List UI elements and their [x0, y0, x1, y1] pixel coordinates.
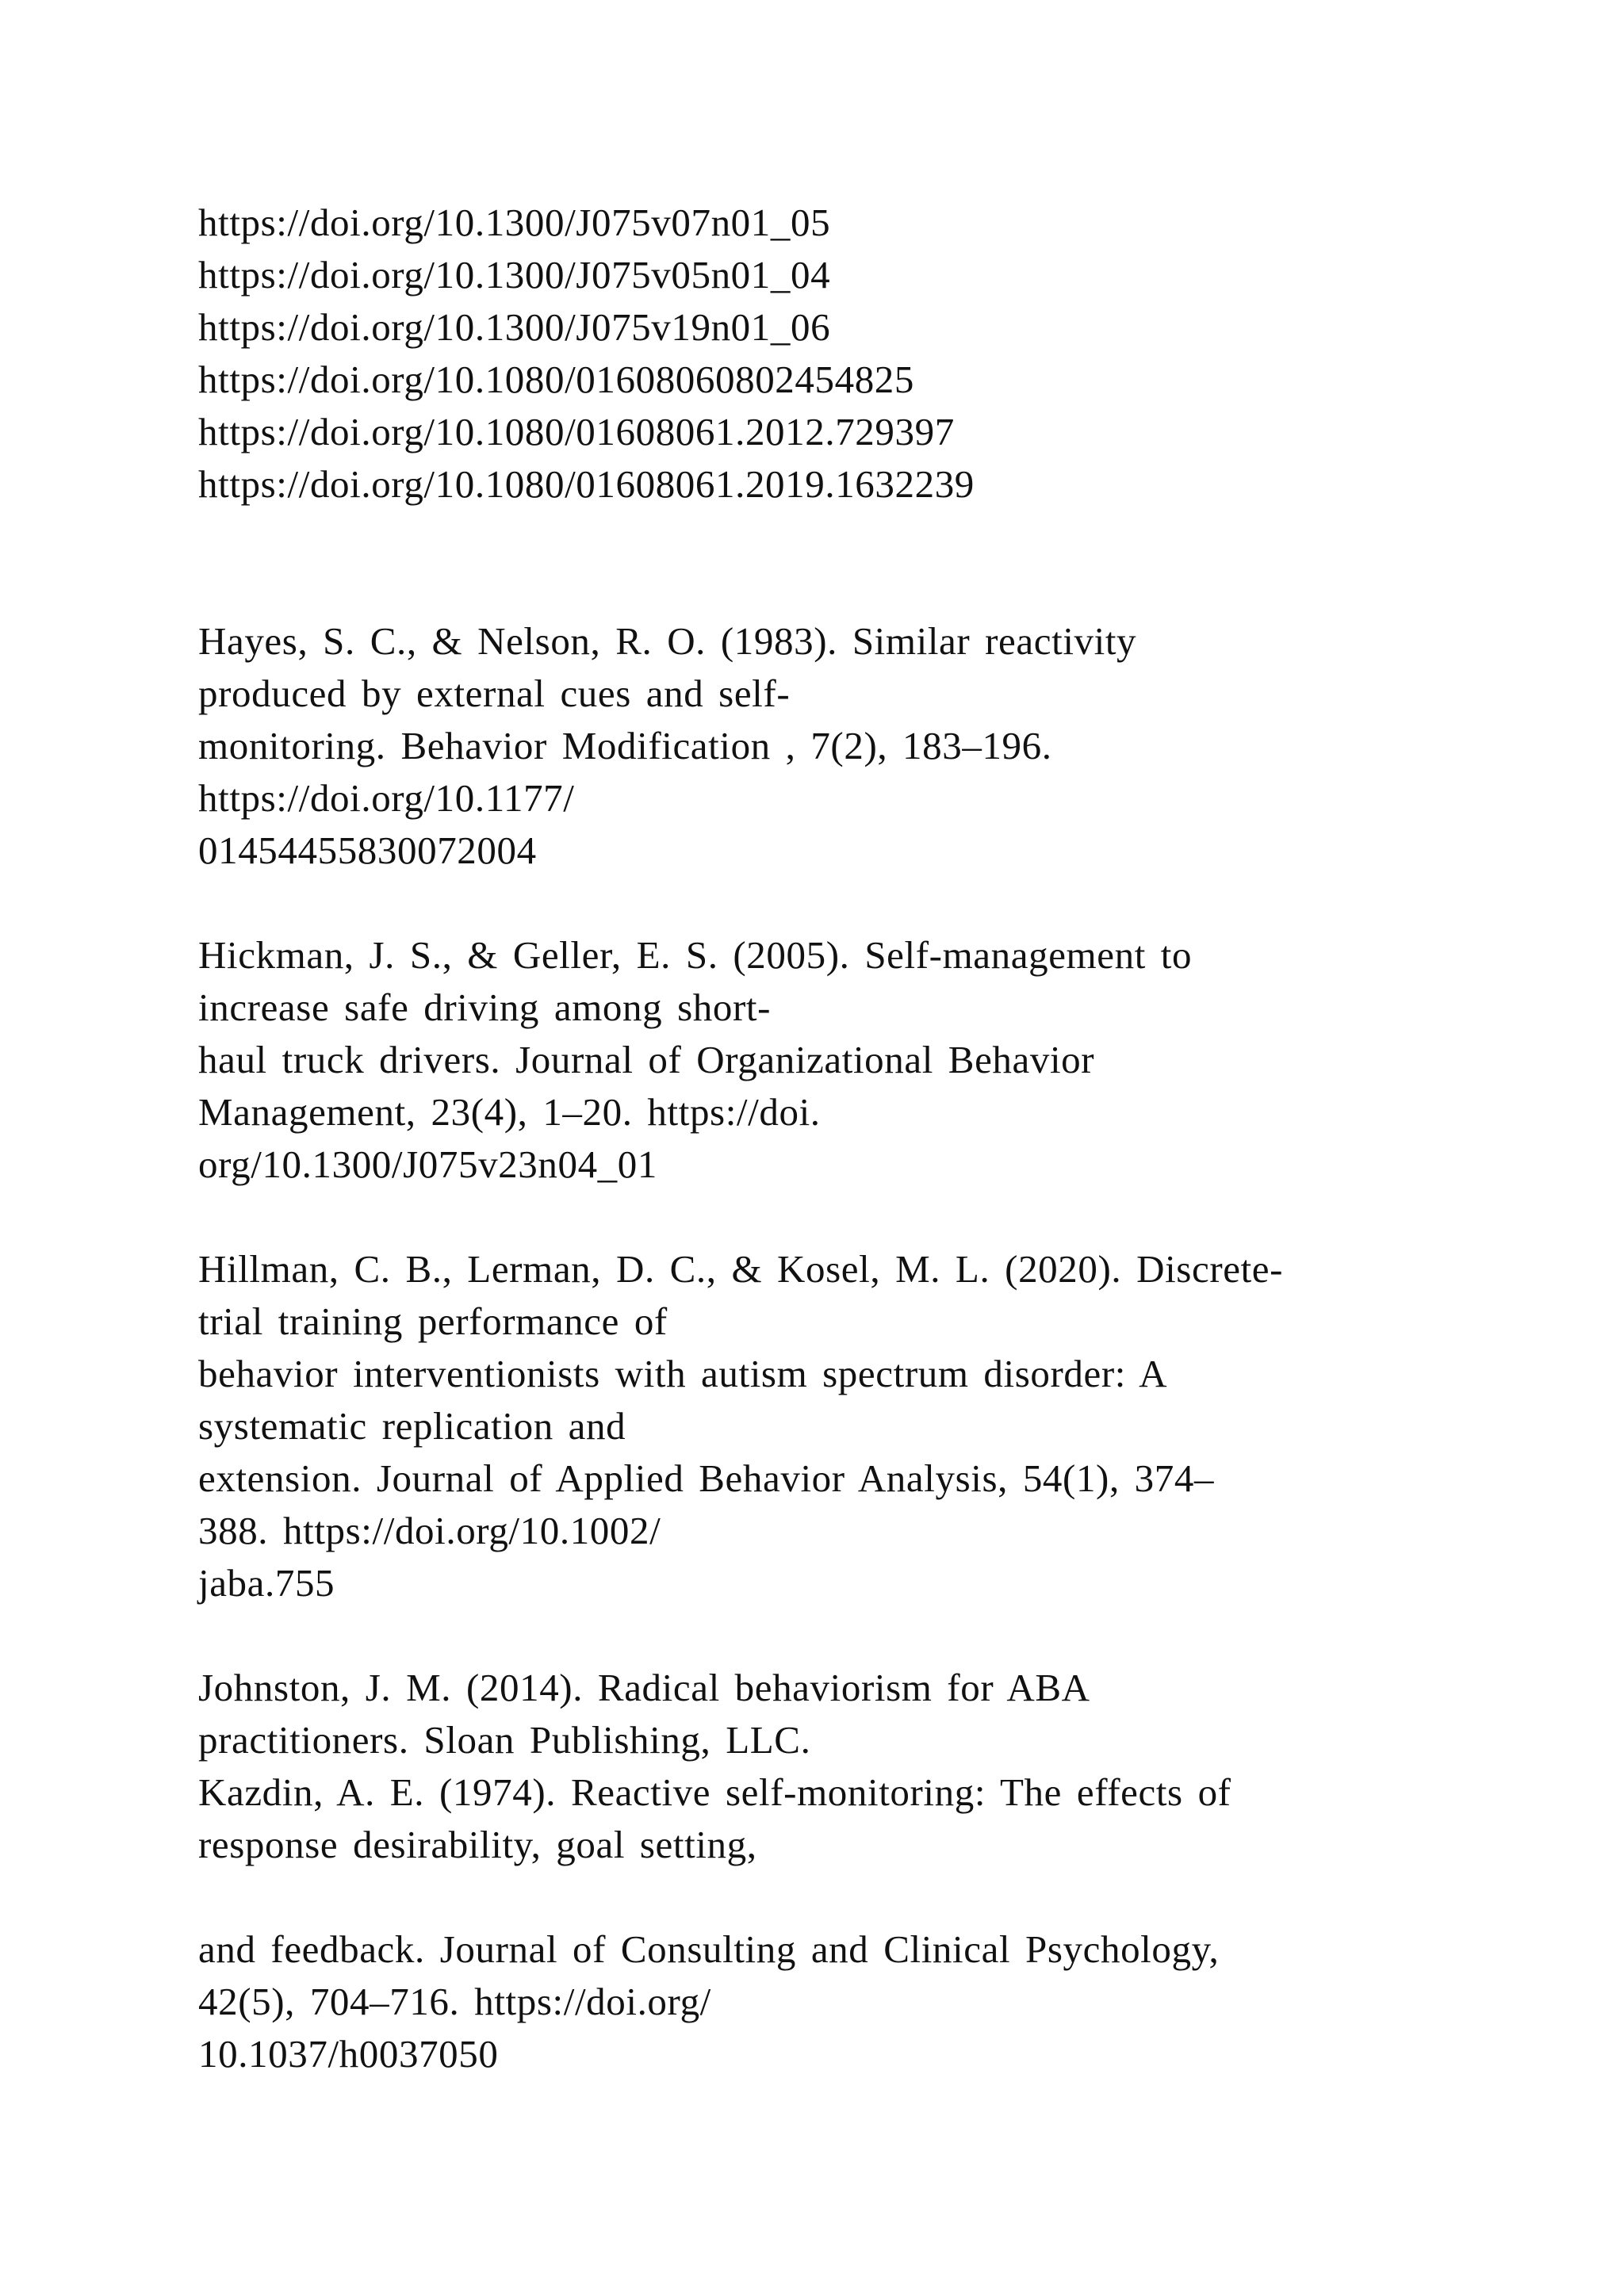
reference-line: Management, 23(4), 1–20. https://doi.: [198, 1090, 821, 1134]
reference-line: behavior interventionists with autism spectrum disorder: A: [198, 1352, 1168, 1395]
reference-line: org/10.1300/J075v23n04_01: [198, 1142, 657, 1186]
reference-line: increase safe driving among short-: [198, 985, 772, 1029]
doi-line: https://doi.org/10.1300/J075v19n01_06: [198, 305, 831, 349]
reference-line: haul truck drivers. Journal of Organizational Behavior: [198, 1038, 1095, 1081]
doi-line: https://doi.org/10.1080/01608061.2012.729397: [198, 410, 955, 453]
reference-line: 388. https://doi.org/10.1002/: [198, 1509, 661, 1552]
reference-line: Johnston, J. M. (2014). Radical behaviorism for ABA: [198, 1666, 1090, 1709]
spacer: [198, 877, 1467, 929]
reference-line: Kazdin, A. E. (1974). Reactive self-monitoring: The effects of: [198, 1770, 1231, 1814]
doi-line: https://doi.org/10.1300/J075v05n01_04: [198, 253, 831, 297]
reference-johnston-kazdin: [198, 1662, 1467, 1871]
reference-kazdin-continued: [198, 1923, 1467, 2080]
reference-line: https://doi.org/10.1177/: [198, 776, 575, 820]
document-page: [198, 197, 1467, 2080]
reference-line: 10.1037/h0037050: [198, 2032, 499, 2076]
doi-list: [198, 197, 1467, 511]
reference-line: Hillman, C. B., Lerman, D. C., & Kosel, M. L. (2020). Discrete-: [198, 1247, 1284, 1291]
doi-line: https://doi.org/10.1300/J075v07n01_05: [198, 201, 831, 244]
doi-line: https://doi.org/10.1080/01608060802454825: [198, 358, 915, 401]
reference-hickman: [198, 929, 1467, 1191]
reference-line: response desirability, goal setting,: [198, 1823, 757, 1866]
reference-hayes: [198, 615, 1467, 877]
reference-line: trial training performance of: [198, 1299, 668, 1343]
spacer: [198, 1609, 1467, 1662]
reference-line: 01454455830072004: [198, 828, 537, 872]
reference-line: systematic replication and: [198, 1404, 626, 1448]
reference-line: 42(5), 704–716. https://doi.org/: [198, 1980, 711, 2023]
reference-line: jaba.755: [198, 1561, 335, 1605]
spacer: [198, 1871, 1467, 1923]
reference-line: practitioners. Sloan Publishing, LLC.: [198, 1718, 811, 1762]
spacer: [198, 1191, 1467, 1243]
reference-line: extension. Journal of Applied Behavior Analysis, 54(1), 374–: [198, 1456, 1215, 1500]
reference-line: produced by external cues and self-: [198, 672, 791, 715]
reference-line: monitoring. Behavior Modification , 7(2), 183–196.: [198, 724, 1052, 767]
reference-line: Hayes, S. C., & Nelson, R. O. (1983). Similar reactivity: [198, 619, 1137, 663]
reference-line: Hickman, J. S., & Geller, E. S. (2005). Self-management to: [198, 933, 1193, 977]
doi-line: https://doi.org/10.1080/01608061.2019.1632239: [198, 462, 975, 506]
reference-line: and feedback. Journal of Consulting and Clinical Psychology,: [198, 1927, 1220, 1971]
reference-hillman: [198, 1243, 1467, 1609]
spacer: [198, 511, 1467, 615]
